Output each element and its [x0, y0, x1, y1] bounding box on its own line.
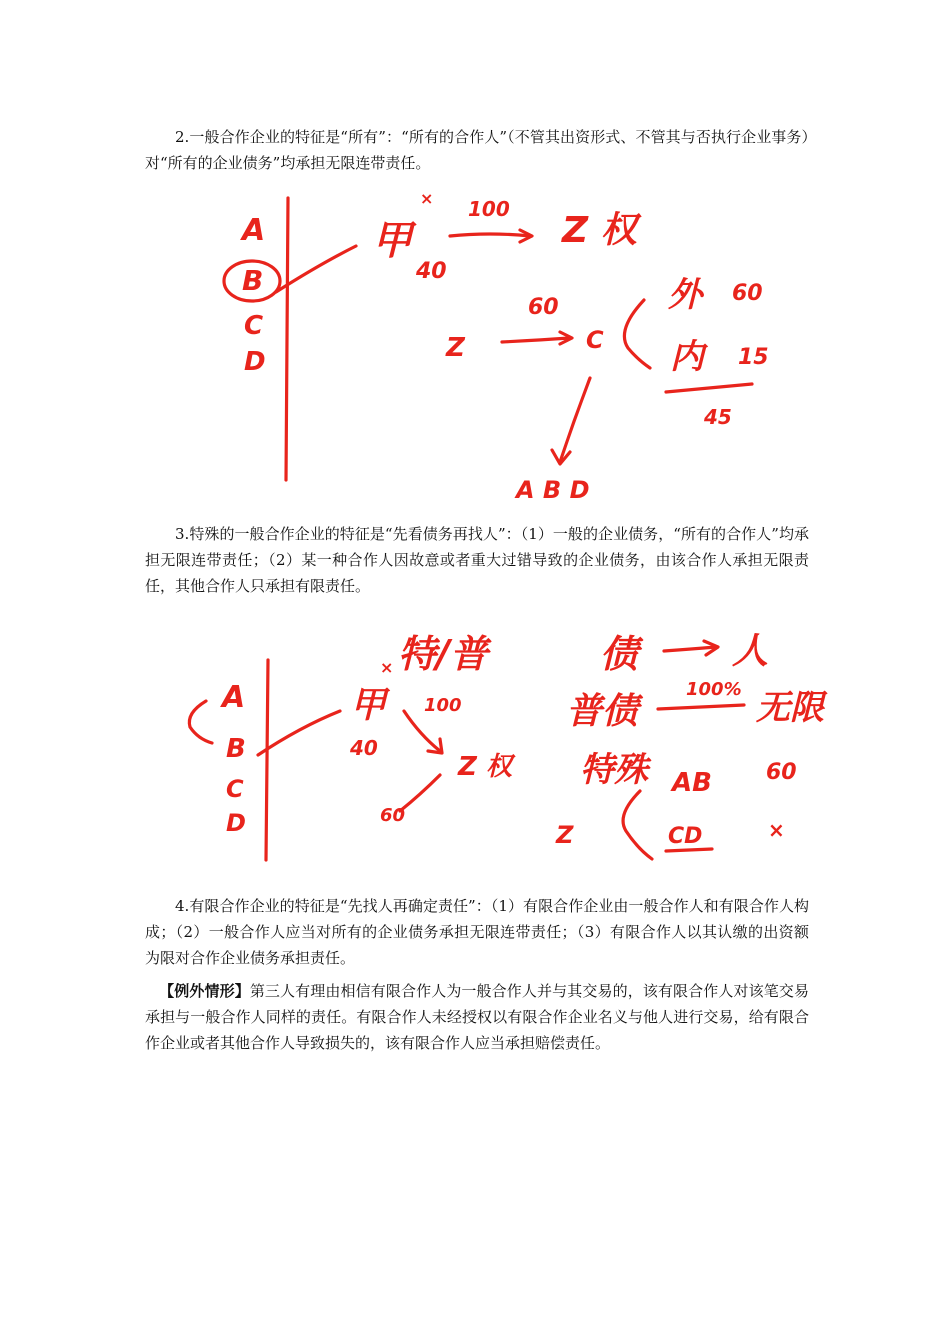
inner-amount: 15 [738, 345, 769, 370]
diagonal-link-line [258, 711, 340, 755]
jia-character: 甲 [372, 218, 412, 264]
letter-c: C [244, 311, 264, 341]
exception-label: 【例外情形】 [159, 982, 250, 1000]
arrow-line [658, 705, 744, 709]
paragraph-text: 第三人有理由相信有限合作人为一般合作人并与其交易的，该有限合作人对该笔交易承担与一般合作人同样的责任。有限合作人未经授权以有限合作企业名义与他人进行交易，给有限合作企业或者其他合作人导致损失的，该有限合作人应当承担赔偿责任。 [145, 982, 809, 1052]
paragraph-general-partnership [145, 124, 809, 176]
outer-amount: 60 [732, 281, 763, 306]
special-label: 特殊 [580, 750, 648, 790]
arrow-z-to-c [502, 338, 570, 342]
cd-underline [666, 849, 712, 851]
cd-mark: × [768, 818, 785, 842]
paragraph-exception [145, 978, 809, 1056]
abd-label: A B D [516, 476, 590, 504]
c-label: C [586, 326, 604, 354]
unlimited-label: 无限 [756, 688, 824, 728]
paragraph-special-partnership [145, 521, 809, 599]
letter-c: C [226, 775, 244, 803]
x-mark: × [420, 189, 434, 208]
z-amount: 60 [528, 295, 559, 320]
arrow-down-to-abd [560, 378, 590, 462]
z-label: Z [446, 333, 465, 363]
arrow-debt-to-person [664, 647, 716, 651]
vertical-divider-line [286, 198, 288, 480]
person-label: 人 [732, 631, 769, 672]
paragraph-text: 2.一般合作企业的特征是“所有”：“所有的合作人”（不管其出资形式、不管其与否执行企业事务）对“所有的企业债务”均承担无限连带责任。 [145, 128, 809, 172]
handwritten-diagram-general [0, 180, 950, 510]
debt-label: 债 [600, 632, 639, 676]
cd-label: CD [668, 824, 703, 849]
ab-label: AB [672, 768, 712, 798]
lower-amount: 60 [380, 805, 406, 826]
letter-b: B [226, 734, 246, 764]
outer-label: 外 [668, 275, 702, 315]
z-label: Z [556, 821, 574, 849]
letter-d: D [244, 347, 266, 377]
paragraph-text: 3.特殊的一般合作企业的特征是“先看债务再找人”：（1）一般的企业债务，“所有的合作人”均承担无限连带责任；（2）某一种合作人因故意或者重大过错导致的企业债务，由该合作人承担无限责任，其他合作人只承担有限责任。 [145, 525, 809, 595]
bracket [623, 791, 652, 859]
bracket [624, 300, 650, 368]
vertical-divider-line [266, 660, 268, 860]
left-bracket [189, 701, 212, 743]
z-claim-label: Z 权 [458, 752, 512, 782]
handwritten-diagram-special [0, 615, 950, 870]
ab-amount: 60 [766, 760, 797, 785]
jia-amount: 40 [416, 259, 447, 284]
letter-a: A [222, 680, 246, 715]
jia-amount: 40 [350, 736, 378, 760]
arrow-to-z [450, 234, 530, 236]
z-claim-label: Z 权 [562, 210, 637, 251]
subtraction-line [666, 384, 752, 392]
result-amount: 45 [704, 405, 732, 429]
paragraph-text: 4.有限合作企业的特征是“先找人再确定责任”：（1）有限合作企业由一般合作人和有限合作人构成；（2）一般合作人应当对所有的企业债务承担无限连带责任；（3）有限合作人以其认缴的出资额为限对合作企业债务承担责任。 [145, 897, 809, 967]
letter-b: B [242, 264, 264, 297]
letter-a: A [242, 213, 266, 248]
ordinary-debt-label: 普债 [566, 691, 639, 732]
paragraph-limited-partnership [145, 893, 809, 971]
arrow-amount: 100 [424, 695, 462, 716]
special-ordinary-title: 特/普 [398, 632, 488, 676]
inner-label: 内 [670, 337, 704, 377]
arrow-amount: 100 [468, 197, 510, 221]
percent-label: 100% [686, 679, 742, 700]
jia-character: 甲 [350, 685, 387, 726]
letter-d: D [226, 809, 246, 837]
lower-link-line [400, 775, 440, 811]
arrow-to-z [404, 711, 440, 751]
x-mark: × [380, 658, 394, 677]
